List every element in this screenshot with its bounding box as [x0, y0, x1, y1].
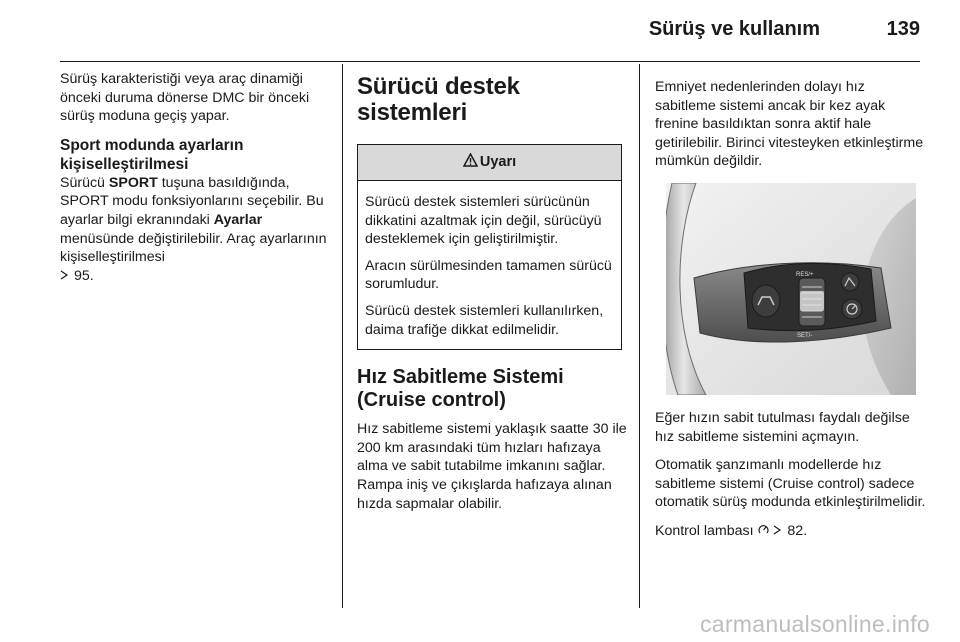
column-middle: [357, 74, 629, 523]
warning-text: Sürücü destek sistemleri kullanılırken, daima trafiğe dikkat edilmelidir.: [365, 302, 604, 338]
section-heading: Hız Sabitleme Sistemi (Cruise control): [357, 366, 564, 412]
column-divider: [639, 64, 640, 608]
subheading: Sport modunda ayarların kişiselleştirilmesi: [60, 136, 244, 173]
page-ref-arrow-icon: [60, 267, 70, 286]
section-title: Sürücü destek sistemleri: [357, 73, 520, 126]
warning-title: Uyarı: [479, 154, 517, 171]
cruise-control-lamp-icon: [758, 522, 770, 541]
column-left: [60, 70, 332, 295]
bold-term: Ayarlar: [213, 211, 263, 228]
warning-text: Sürücü destek sistemleri sürücünün dikkatini azaltmak için değil, sürücüyü desteklemek için geliştirilmiştir.: [365, 194, 602, 248]
page-ref[interactable]: 82.: [787, 522, 808, 539]
paragraph: Hız sabitleme sistemi yaklaşık saatte 30 ile 200 km arasındaki tüm hızları hafızaya alma ve sabit tutabilme imkanını sağlar. Rampa iniş ve çıkışlarda hafızaya alınan hızda sapmalar olabilir.: [357, 421, 627, 512]
steering-wheel-controls-photo: [666, 183, 916, 395]
paragraph: Kontrol lambası 82.: [655, 522, 808, 539]
column-right: [655, 78, 927, 551]
set-label: SET/-: [797, 332, 813, 339]
column-divider: [342, 64, 343, 608]
bold-term: SPORT: [108, 174, 158, 191]
paragraph: Otomatik şanzımanlı modellerde hız sabitleme sistemi (Cruise control) sadece otomatik sürüş modunda etkinleştirilmelidir.: [655, 457, 926, 511]
res-label: RES/+: [796, 271, 814, 278]
warning-text: Aracın sürülmesinden tamamen sürücü sorumludur.: [365, 257, 612, 293]
page-ref[interactable]: 95.: [73, 267, 94, 284]
paragraph: Eğer hızın sabit tutulması faydalı değilse hız sabitleme sistemini açmayın.: [655, 409, 910, 445]
warning-box: [357, 144, 622, 350]
warning-body: [358, 181, 621, 349]
paragraph: Emniyet nedenlerinden dolayı hız sabitleme sistemi ancak bir kez ayak frenine basıldıktan sonra aktif hale getirilebilir. Birinci vitesteyken etkinleştirme mümkün değildir.: [655, 79, 924, 170]
paragraph: Sürüş karakteristiği veya araç dinamiği önceki duruma dönerse DMC bir önceki sürüş moduna geçiş yapar.: [60, 71, 310, 125]
warning-header: [358, 145, 621, 181]
warning-triangle-icon: [463, 153, 478, 173]
header-rule: [60, 61, 920, 62]
header-title: Sürüş ve kullanım: [648, 18, 820, 40]
page-number: 139: [886, 18, 920, 40]
page-ref-arrow-icon: [773, 522, 783, 541]
paragraph: Sürücü SPORT tuşuna basıldığında, SPORT modu fonksiyonlarını seçebilir. Bu ayarlar bilgi ekranındaki Ayarlar menüsünde değiştirilebilir. Araç ayarlarının kişiselleştirilmesi 95.: [60, 174, 327, 284]
page-header: [60, 18, 920, 48]
watermark: carmanualsonline.info: [699, 611, 930, 637]
